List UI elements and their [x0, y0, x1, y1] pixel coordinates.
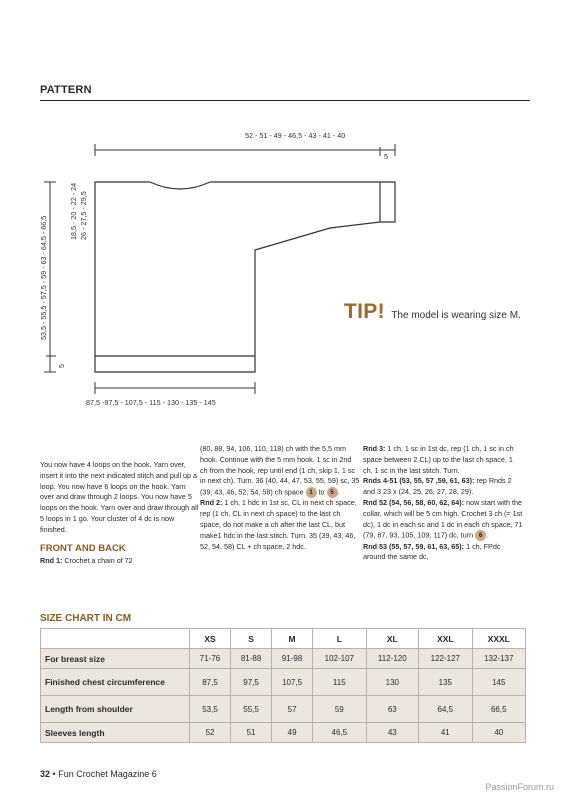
hem-height-label: 5	[57, 364, 66, 368]
table-cell: 43	[366, 723, 419, 743]
page-footer	[40, 769, 157, 779]
sweater-schematic	[0, 100, 566, 440]
table-cell: 51	[231, 723, 272, 743]
size-chart-table	[40, 628, 526, 743]
bottom-width-label: 87,5 -97,5 - 107,5 - 115 - 130 - 135 - 145	[86, 398, 216, 407]
header-cell: XXXL	[472, 629, 525, 649]
table-cell: 59	[313, 696, 366, 723]
row-label: For breast size	[41, 649, 190, 669]
table-cell: 102-107	[313, 649, 366, 669]
round-text: .	[486, 530, 489, 540]
table-cell: 63	[366, 696, 419, 723]
cuff-width-label: 5	[384, 152, 388, 161]
table-row	[41, 696, 526, 723]
tip-callout	[344, 300, 521, 324]
row-label: Finished chest circumference	[41, 669, 190, 696]
round-text: now start with the collar, which will be 5 cm high. Crochet 3 ch (= 1st dc), 1 dc in each sc and 1 dc in each ch space, 71 (79, 87, 93, 105, 109, 117) dc, turn	[363, 497, 523, 540]
pattern-column-3	[363, 444, 523, 563]
row-label: Sleeves length	[41, 723, 190, 743]
round-52-instruction	[363, 498, 523, 542]
header-cell: L	[313, 629, 366, 649]
round-text: 1 ch, 1 sc in 1st dc, rep (1 ch, 1 sc in ch space between 2 CL) up to the last ch space, 1 ch, 1 sc in the last stitch. Turn.	[363, 444, 514, 475]
round-label: Rnd 52 (54, 56, 58, 60, 62, 64):	[363, 497, 465, 507]
table-cell: 112-120	[366, 649, 419, 669]
round-text: 1 ch, FPdc around the same dc,	[363, 541, 501, 562]
header-cell: XL	[366, 629, 419, 649]
round-text: Crochet a chain of 72	[62, 556, 133, 566]
round-2-instruction	[200, 498, 360, 552]
step-marker: 6	[475, 530, 486, 541]
tip-heading: TIP!	[344, 300, 385, 323]
round-text: .	[337, 487, 340, 497]
body-length-label: 53,5 - 55,5 - 57,5 - 59 - 63 - 64,5 - 66,5	[39, 215, 48, 340]
magazine-name: Fun Crochet Magazine 6	[58, 769, 157, 779]
pattern-column-2	[200, 444, 360, 552]
table-cell: 87,5	[190, 669, 231, 696]
top-dimension-line	[95, 144, 395, 156]
table-cell: 57	[272, 696, 313, 723]
size-header-row	[41, 629, 526, 649]
round-label: Rnd 1:	[40, 556, 63, 566]
front-and-back-heading: FRONT AND BACK	[40, 542, 126, 554]
table-row	[41, 669, 526, 696]
round-label: Rnd 2:	[200, 498, 223, 508]
section-title: PATTERN	[40, 84, 92, 96]
header-cell: M	[272, 629, 313, 649]
sleeve-length-label-line1: 18,5 - 20 - 22 - 24	[69, 182, 78, 240]
table-cell: 49	[272, 723, 313, 743]
table-cell: 66,5	[472, 696, 525, 723]
table-cell: 91-98	[272, 649, 313, 669]
step-marker: 1	[306, 487, 317, 498]
table-row	[41, 649, 526, 669]
table-cell: 132-137	[472, 649, 525, 669]
pattern-column-1	[40, 460, 200, 567]
header-cell: S	[231, 629, 272, 649]
footer-bullet: •	[52, 769, 56, 779]
table-cell: 46,5	[313, 723, 366, 743]
page-number: 32	[40, 769, 51, 779]
watermark: PassionForum.ru	[485, 782, 554, 792]
round-text: to	[316, 487, 327, 497]
table-row	[41, 723, 526, 743]
table-cell: 122-127	[419, 649, 472, 669]
row-label: Length from shoulder	[41, 696, 190, 723]
table-cell: 64,5	[419, 696, 472, 723]
round-text: (80, 88, 94, 106, 110, 118) ch with the 5,5 mm hook. Continue with the 5 mm hook. 1 sc in 2nd ch from the hook, rep until end (1 ch, skip 1, 1 sc in next ch). Turn. 36 (40, 44, 47, 53, 55, 59) sc, 35 (39, 43, 46, 52, 54, 58) ch space	[200, 444, 360, 497]
sweater-outline	[95, 182, 395, 372]
table-cell: 55,5	[231, 696, 272, 723]
round-label: Rnd 53 (55, 57, 59, 61, 63, 65):	[363, 541, 465, 551]
step-marker: 5	[327, 487, 338, 498]
top-width-label: 52 - 51 - 49 - 46,5 - 43 - 41 - 40	[245, 131, 346, 140]
header-cell: XS	[190, 629, 231, 649]
round-3-instruction	[363, 444, 523, 476]
table-cell: 130	[366, 669, 419, 696]
header-cell	[41, 629, 190, 649]
header-cell: XXL	[419, 629, 472, 649]
table-cell: 81-88	[231, 649, 272, 669]
sleeve-length-label-line2: 26 - 27,5 - 29,5	[79, 191, 88, 240]
round-text: 1 ch, 1 hdc in 1st sc, CL in next ch space, rep (1 ch, CL in next ch space) to the last ch space, do not make a ch after the last CL, but make1 hdc in the last stitch. Turn. 35 (39, 43, 46, 52, 54, 58) CL + ch space, 2 hdc.	[200, 498, 357, 551]
round-label: Rnds 4-51 (53, 55, 57 ,59, 61, 63):	[363, 476, 475, 486]
round-label: Rnd 3:	[363, 444, 386, 453]
round-1-continued	[200, 444, 360, 498]
tip-text: The model is wearing size M.	[391, 310, 521, 321]
table-cell: 97,5	[231, 669, 272, 696]
round-53-instruction	[363, 542, 523, 564]
size-chart-title: SIZE CHART IN CM	[40, 613, 132, 624]
table-cell: 53,5	[190, 696, 231, 723]
table-cell: 71-76	[190, 649, 231, 669]
bottom-dimension-line	[95, 382, 255, 394]
table-cell: 115	[313, 669, 366, 696]
round-text: rep Rnds 2 and 3 23 x (24, 25, 26, 27, 28, 29).	[363, 476, 512, 497]
table-cell: 41	[419, 723, 472, 743]
rounds-4-51-instruction	[363, 476, 523, 498]
table-cell: 52	[190, 723, 231, 743]
cluster-instructions: You now have 4 loops on the hook. Yarn over, insert it into the next indicated stitch and pull up a loop. You now have 6 loops on the hook. Yarn over and draw through 2 loops. You now have 5 loops on the hook. Yarn over and draw through all 5 loops in 1 go. Your cluster of 4 dc is now finished.	[40, 460, 199, 534]
table-cell: 135	[419, 669, 472, 696]
table-cell: 145	[472, 669, 525, 696]
table-cell: 40	[472, 723, 525, 743]
round-1-instruction	[40, 556, 200, 567]
table-cell: 107,5	[272, 669, 313, 696]
